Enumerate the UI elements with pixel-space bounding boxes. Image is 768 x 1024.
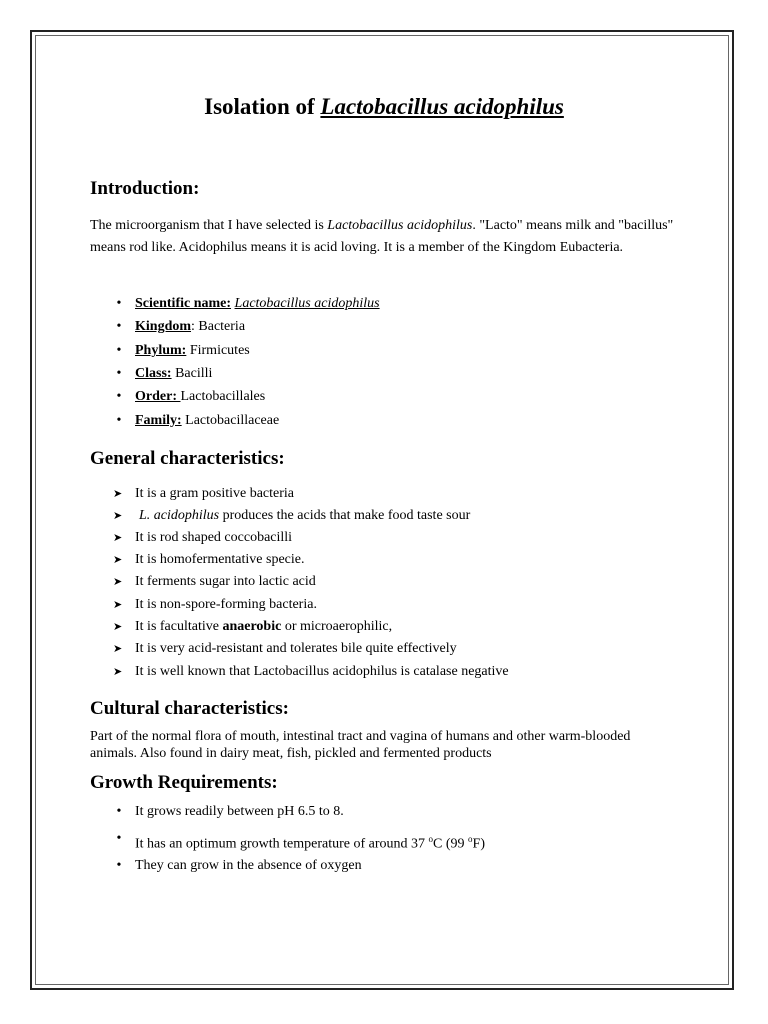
classification-item (0, 364, 768, 384)
classification-label: Class: (135, 366, 172, 381)
characteristic-italic: L. acidophilus (139, 508, 220, 523)
classification-value: Lactobacillales (180, 389, 266, 404)
classification-label: Order: (135, 389, 181, 404)
characteristic-item (0, 528, 768, 548)
title-prefix: Isolation of (204, 94, 321, 119)
classification-label: Family: (135, 413, 182, 428)
classification-value: Lactobacillaceae (181, 413, 280, 428)
classification-item (0, 387, 768, 407)
bullet-icon: • (116, 858, 122, 873)
characteristic-text: It is rod shaped coccobacilli (135, 530, 293, 545)
classification-value: : Bacteria (191, 319, 246, 334)
bullet-icon: • (116, 296, 122, 311)
bullet-icon: • (116, 319, 122, 334)
characteristic-text: It is very acid-resistant and tolerates bile quite effectively (135, 641, 457, 656)
characteristic-item (0, 572, 768, 592)
degree-superscript: o (468, 834, 473, 844)
characteristic-item (0, 639, 768, 659)
general-characteristics-heading: General characteristics: (90, 448, 285, 469)
characteristic-text: It is non-spore-forming bacteria. (135, 597, 317, 612)
bullet-icon: • (116, 343, 122, 358)
cultural-characteristics-heading: Cultural characteristics: (90, 698, 289, 719)
growth-requirements-heading: Growth Requirements: (90, 772, 278, 793)
classification-item (0, 341, 768, 361)
characteristic-item (0, 484, 768, 504)
characteristic-text: It ferments sugar into lactic acid (135, 574, 316, 589)
arrow-bullet-icon: ➤ (113, 532, 123, 544)
characteristic-text: It is well known that Lactobacillus acidophilus is catalase negative (135, 664, 509, 679)
bullet-icon: • (116, 389, 122, 404)
intro-organism: Lactobacillus acidophilus (327, 218, 473, 233)
arrow-bullet-icon: ➤ (113, 488, 123, 500)
growth-text: C (99 (433, 836, 469, 852)
classification-value: Lactobacillus acidophilus (234, 296, 380, 311)
characteristic-text: It is facultative (135, 619, 223, 634)
classification-value: Firmicutes (186, 343, 250, 358)
arrow-bullet-icon: ➤ (113, 643, 123, 655)
classification-label: Phylum: (135, 343, 187, 358)
bullet-icon: • (116, 413, 122, 428)
intro-text-1: The microorganism that I have selected is (90, 218, 328, 233)
classification-label: Kingdom (135, 319, 192, 334)
growth-text: It grows readily between pH 6.5 to 8. (135, 804, 344, 819)
classification-label: Scientific name: (135, 296, 232, 311)
arrow-bullet-icon: ➤ (113, 666, 123, 678)
cultural-paragraph: Part of the normal flora of mouth, intestinal tract and vagina of humans and other warm-blooded animals. Also found in dairy meat, fish, pickled and fermented products (90, 729, 631, 761)
characteristic-item (0, 506, 768, 526)
arrow-bullet-icon: ➤ (113, 621, 123, 633)
characteristic-item (0, 617, 768, 637)
characteristic-item (0, 550, 768, 570)
growth-text: It has an optimum growth temperature of around 37 (135, 836, 429, 852)
arrow-bullet-icon: ➤ (113, 599, 123, 611)
classification-value: Bacilli (171, 366, 213, 381)
degree-superscript: o (428, 834, 434, 844)
growth-item (0, 829, 768, 852)
intro-text-2: . "Lacto" means milk and "bacillus" means rod like. Acidophilus means it is acid loving. It is a member of the Kingdom Eubacteria. (90, 218, 674, 255)
introduction-heading: Introduction: (90, 178, 200, 199)
characteristic-bold: anaerobic (222, 619, 282, 634)
classification-item (0, 294, 768, 314)
growth-text: They can grow in the absence of oxygen (135, 858, 362, 873)
characteristic-item (0, 662, 768, 682)
characteristic-text: or microaerophilic, (281, 619, 393, 634)
characteristic-text: It is homofermentative specie. (135, 552, 305, 567)
bullet-icon: • (116, 804, 122, 819)
arrow-bullet-icon: ➤ (113, 510, 123, 522)
title-organism: Lactobacillus acidophilus (320, 94, 564, 119)
characteristic-text: produces the acids that make food taste sour (219, 508, 471, 523)
arrow-bullet-icon: ➤ (113, 576, 123, 588)
arrow-bullet-icon: ➤ (113, 554, 123, 566)
classification-item (0, 411, 768, 431)
introduction-paragraph (90, 215, 680, 259)
growth-text: F) (472, 836, 485, 852)
bullet-icon: • (116, 366, 122, 381)
document-title (30, 94, 738, 120)
classification-item (0, 317, 768, 337)
bullet-icon: • (116, 831, 122, 846)
characteristic-item (0, 595, 768, 615)
characteristic-text: It is a gram positive bacteria (135, 486, 294, 501)
growth-item (0, 856, 768, 876)
growth-item (0, 802, 768, 822)
